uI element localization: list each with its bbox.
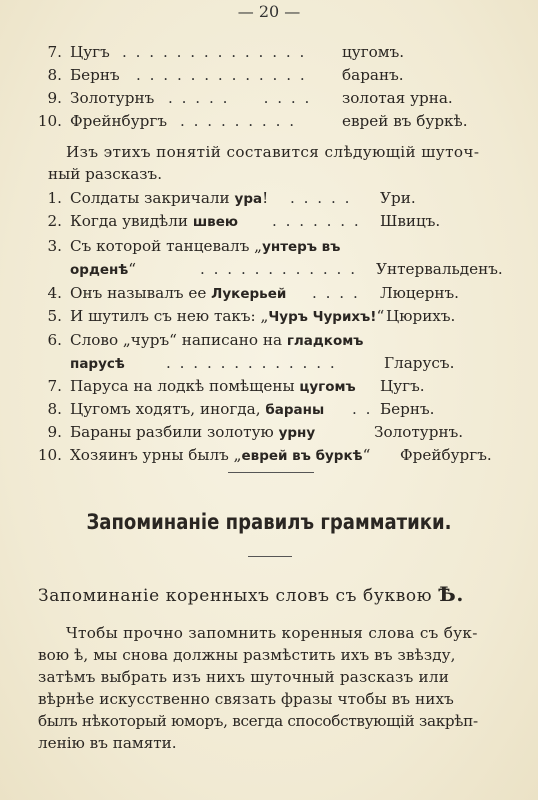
item-text-tail: “: [362, 446, 371, 464]
list-item: [0, 65, 538, 85]
item-text: Бараны разбили золотую: [70, 423, 279, 441]
body-line: вою ѣ, мы снова должны размѣстить ихъ въ звѣзду,: [38, 646, 456, 664]
item-number: 4.: [47, 284, 62, 302]
list-item: [0, 399, 538, 419]
item-text-tail: “: [128, 260, 137, 278]
body-line: ленію въ памяти.: [38, 734, 177, 752]
list-item-continuation: [0, 259, 538, 279]
item-keyword: еврей въ буркѣ: [241, 448, 363, 464]
item-text: И шутилъ съ нею такъ: „: [70, 307, 269, 325]
item-result: баранъ.: [342, 66, 404, 84]
item-text: Солдаты закричали: [70, 189, 235, 207]
item-text-tail: !: [262, 189, 269, 207]
item-number: 8.: [47, 66, 62, 84]
leader-dots: . .: [352, 400, 373, 418]
item-keyword: гладкомъ: [286, 333, 364, 349]
item-result: Швицъ.: [380, 212, 441, 230]
item-result: Фрейбургъ.: [400, 446, 492, 464]
item-keyword: унтеръ въ: [262, 239, 341, 255]
divider: [228, 472, 314, 473]
item-keyword: урну: [278, 425, 316, 441]
list-item: [0, 188, 538, 208]
item-text: Слово „чуръ“ написано на: [70, 331, 287, 349]
list-item: [0, 111, 538, 131]
item-text: Съ которой танцевалъ „: [70, 237, 263, 255]
body-line: Чтобы прочно запомнить коренныя слова съ бук-: [66, 624, 478, 642]
item-word: Фрейнбургъ: [70, 112, 167, 130]
item-result: Цюрихъ.: [386, 307, 456, 325]
item-text: Цугомъ ходятъ, иногда,: [70, 400, 266, 418]
item-number: 6.: [47, 331, 62, 349]
item-result: Золотурнъ.: [374, 423, 464, 441]
item-result: Гларусъ.: [384, 354, 455, 372]
item-number: 10.: [37, 446, 62, 464]
item-keyword: ура: [234, 191, 263, 207]
list-item: [0, 376, 538, 396]
body-line: вѣрнѣе искусственно связать фразы чтобы въ нихъ: [38, 690, 454, 708]
list-item: [0, 422, 538, 442]
intro-line-2: ный разсказъ.: [48, 165, 163, 183]
item-text: Хозяинъ урны былъ „: [70, 446, 242, 464]
item-text: Когда увидѣли: [70, 212, 193, 230]
item-keyword: швею: [192, 214, 238, 230]
item-keyword: орденѣ: [70, 262, 129, 278]
item-text: Паруса на лодкѣ помѣщены: [70, 377, 300, 395]
list-item: [0, 330, 538, 350]
item-number: 9.: [47, 423, 62, 441]
item-result: золотая урна.: [342, 89, 453, 107]
item-text: Онъ называлъ ее: [70, 284, 212, 302]
subsection-title: [38, 582, 464, 606]
subsection-letter: Ѣ.: [438, 582, 464, 606]
body-line: затѣмъ выбрать изъ нихъ шуточный разсказъ или: [38, 668, 450, 686]
item-result: Люцернъ.: [380, 284, 459, 302]
leader-dots: . . . .: [312, 284, 360, 302]
item-result: Цугъ.: [380, 377, 425, 395]
list-item: [0, 42, 538, 62]
subsection-text: Запоминаніе коренныхъ словъ съ буквою: [38, 586, 439, 606]
list-item: [0, 236, 538, 256]
item-number: 3.: [47, 237, 62, 255]
leader-dots: . . . . . . . . .: [180, 112, 297, 130]
intro-line-1: Изъ этихъ понятій составится слѣдующій шуточ-: [66, 143, 480, 161]
item-result: Унтервальденъ.: [376, 260, 503, 278]
item-text-tail: “: [376, 307, 385, 325]
item-number: 5.: [47, 307, 62, 325]
item-number: 7.: [47, 377, 62, 395]
leader-dots: . . . . . . . . .: [168, 89, 312, 107]
item-keyword: цугомъ: [299, 379, 356, 395]
list-item: [0, 306, 538, 326]
list-item: [0, 211, 538, 231]
page-number: — 20 —: [237, 2, 301, 21]
leader-dots: . . . . .: [290, 189, 352, 207]
list-item: [0, 88, 538, 108]
leader-dots: . . . . . . . . . . . .: [200, 260, 358, 278]
item-keyword: Чуръ Чурихъ!: [268, 309, 377, 325]
item-result: Бернъ.: [380, 400, 435, 418]
leader-dots: . . . . . . . . . . . . .: [136, 66, 307, 84]
item-result: цугомъ.: [342, 43, 405, 61]
leader-dots: . . . . . . .: [272, 212, 361, 230]
item-number: 10.: [37, 112, 62, 130]
item-keyword: Лукерьей: [211, 286, 287, 302]
section-title: Запоминаніе правилъ грамматики.: [86, 510, 452, 534]
body-line: былъ нѣкоторый юморъ, всегда способствующій закрѣп-: [38, 712, 478, 730]
item-number: 7.: [47, 43, 62, 61]
item-number: 1.: [47, 189, 62, 207]
item-number: 8.: [47, 400, 62, 418]
item-keyword: бараны: [265, 402, 325, 418]
list-item: [0, 445, 538, 465]
divider: [248, 556, 292, 557]
leader-dots: . . . . . . . . . . . . .: [166, 354, 337, 372]
list-item: [0, 283, 538, 303]
item-result: Ури.: [380, 189, 416, 207]
list-item-continuation: [0, 353, 538, 373]
item-keyword: парусѣ: [70, 356, 125, 372]
item-word: Цугъ: [70, 43, 110, 61]
item-number: 9.: [47, 89, 62, 107]
item-result: еврей въ буркѣ.: [342, 112, 468, 130]
leader-dots: . . . . . . . . . . . . . .: [122, 43, 307, 61]
item-word: Золотурнъ: [70, 89, 155, 107]
item-number: 2.: [47, 212, 62, 230]
item-word: Бернъ: [70, 66, 120, 84]
